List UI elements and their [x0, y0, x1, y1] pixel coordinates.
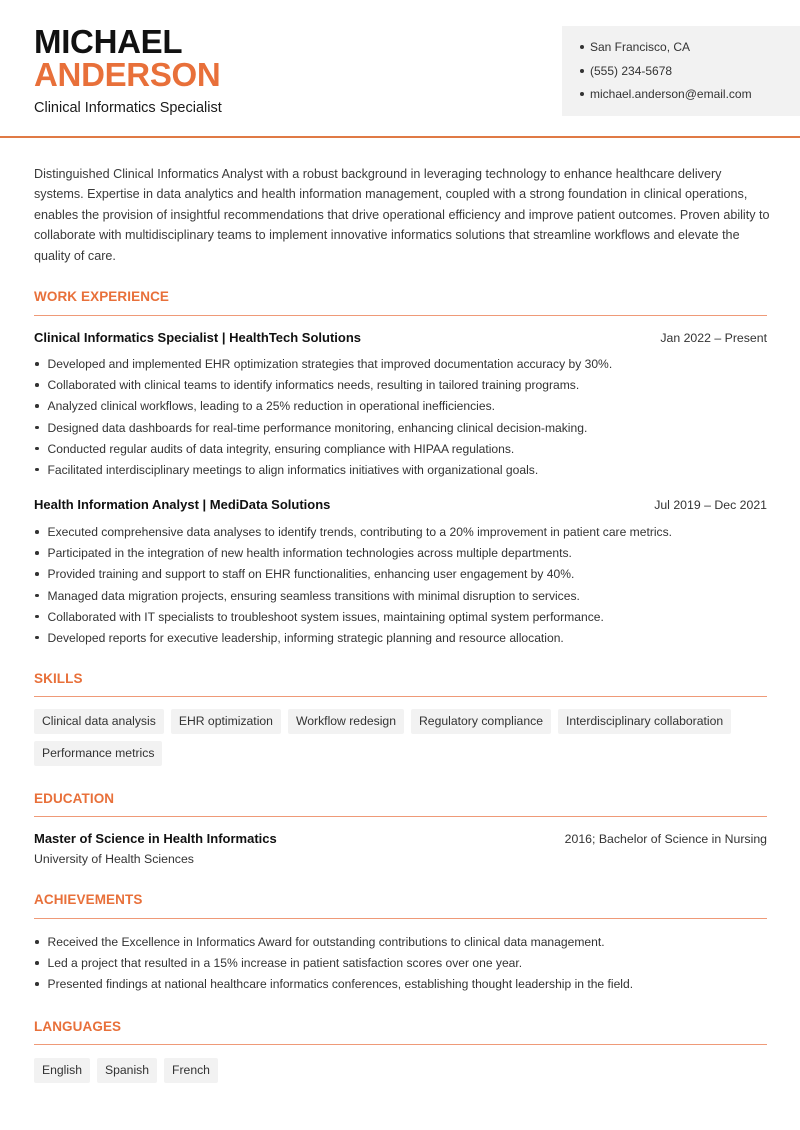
list-item: Led a project that resulted in a 15% increase in patient satisfaction scores over one year.	[34, 955, 774, 976]
degree: Master of Science in Health Informatics	[34, 831, 277, 846]
job-header	[34, 497, 767, 512]
skill-tag: Workflow redesign	[288, 709, 404, 734]
first-name: MICHAEL	[34, 23, 183, 60]
section-title-skills: SKILLS	[34, 671, 83, 686]
job-role: Clinical Informatics Specialist | HealthTech Solutions	[34, 330, 362, 345]
job-header	[34, 330, 767, 345]
language-tag: French	[164, 1058, 218, 1083]
bullet-icon	[35, 572, 39, 576]
bullet-icon	[35, 530, 39, 534]
bullet-icon	[35, 636, 39, 640]
skill-tag: Regulatory compliance	[411, 709, 551, 734]
bullet-icon	[35, 468, 39, 472]
list-item: Developed and implemented EHR optimization strategies that improved documentation accuracy by 30%.	[34, 356, 774, 377]
bullet-icon	[35, 615, 39, 619]
list-item: Provided training and support to staff on EHR functionalities, enhancing user engagement by 40%.	[34, 566, 774, 587]
contact-location-text: San Francisco, CA	[590, 40, 691, 54]
skill-tag: EHR optimization	[171, 709, 281, 734]
bullet-icon	[580, 69, 584, 73]
skill-tag: Interdisciplinary collaboration	[558, 709, 731, 734]
bullet-icon	[35, 426, 39, 430]
bullet-icon	[35, 940, 39, 944]
section-title-education: EDUCATION	[34, 791, 115, 806]
bullet-icon	[580, 92, 584, 96]
contact-email	[580, 86, 800, 110]
list-item: Analyzed clinical workflows, leading to a 25% reduction in operational inefficiencies.	[34, 398, 774, 419]
section-title-languages: LANGUAGES	[34, 1019, 122, 1034]
professional-summary: Distinguished Clinical Informatics Analyst with a robust background in leveraging technology to enhance healthcare delivery systems. Expertise in data analytics and health information management, coupled with a strong foundation in clinical operations, enables the provision of insightful recommendations that drive operational efficiency and improve patient outcomes. Proven ability to collaborate with multidisciplinary teams to implement innovative informatics solutions that streamline workflows and elevate the quality of care.	[34, 167, 770, 263]
school-name: University of Health Sciences	[34, 852, 194, 866]
skills-tags	[34, 709, 774, 773]
section-title-work: WORK EXPERIENCE	[34, 289, 170, 304]
resume-header	[0, 0, 800, 138]
bullet-icon	[35, 961, 39, 965]
bullet-icon	[35, 447, 39, 451]
education-row	[34, 831, 767, 846]
job-title: Clinical Informatics Specialist	[34, 100, 222, 116]
languages-tags	[34, 1058, 774, 1090]
section-divider	[34, 918, 767, 919]
bullet-icon	[580, 45, 584, 49]
bullet-icon	[35, 383, 39, 387]
skill-tag: Performance metrics	[34, 741, 162, 766]
list-item: Developed reports for executive leadership, informing strategic planning and resource allocation.	[34, 630, 774, 651]
job-dates: Jul 2019 – Dec 2021	[654, 498, 767, 512]
achievements-list	[34, 934, 774, 998]
list-item: Participated in the integration of new health information technologies across multiple departments.	[34, 545, 774, 566]
education-detail: 2016; Bachelor of Science in Nursing	[564, 832, 767, 846]
contact-email-text[interactable]: michael.anderson@email.com	[590, 87, 752, 101]
section-title-achievements: ACHIEVEMENTS	[34, 892, 143, 907]
list-item: Collaborated with IT specialists to troubleshoot system issues, maintaining optimal system performance.	[34, 609, 774, 630]
section-divider	[34, 816, 767, 817]
section-divider	[34, 696, 767, 697]
language-tag: English	[34, 1058, 90, 1083]
section-divider	[34, 1044, 767, 1045]
skill-tag: Clinical data analysis	[34, 709, 164, 734]
contact-location	[580, 39, 800, 63]
list-item: Designed data dashboards for real-time performance monitoring, enhancing clinical decision-making.	[34, 420, 774, 441]
job-role: Health Information Analyst | MediData Solutions	[34, 497, 331, 512]
last-name: ANDERSON	[34, 56, 221, 93]
list-item: Facilitated interdisciplinary meetings to align informatics initiatives with organizational goals.	[34, 462, 774, 483]
list-item: Conducted regular audits of data integrity, ensuring compliance with HIPAA regulations.	[34, 441, 774, 462]
list-item: Received the Excellence in Informatics Award for outstanding contributions to clinical data management.	[34, 934, 774, 955]
bullet-icon	[35, 404, 39, 408]
contact-phone-text: (555) 234-5678	[590, 63, 673, 78]
job-bullets	[34, 524, 774, 651]
list-item: Managed data migration projects, ensuring seamless transitions with minimal disruption to services.	[34, 588, 774, 609]
list-item: Presented findings at national healthcare informatics conferences, establishing thought leadership in the field.	[34, 976, 774, 997]
bullet-icon	[35, 982, 39, 986]
list-item: Collaborated with clinical teams to identify informatics needs, resulting in tailored training programs.	[34, 377, 774, 398]
list-item: Executed comprehensive data analyses to identify trends, contributing to a 20% improvement in patient care metrics.	[34, 524, 774, 545]
job-dates: Jan 2022 – Present	[660, 331, 767, 345]
contact-phone	[580, 63, 800, 87]
bullet-icon	[35, 362, 39, 366]
section-divider	[34, 315, 767, 316]
bullet-icon	[35, 594, 39, 598]
bullet-icon	[35, 551, 39, 555]
contact-box	[562, 26, 800, 116]
language-tag: Spanish	[97, 1058, 157, 1083]
job-bullets	[34, 356, 774, 483]
